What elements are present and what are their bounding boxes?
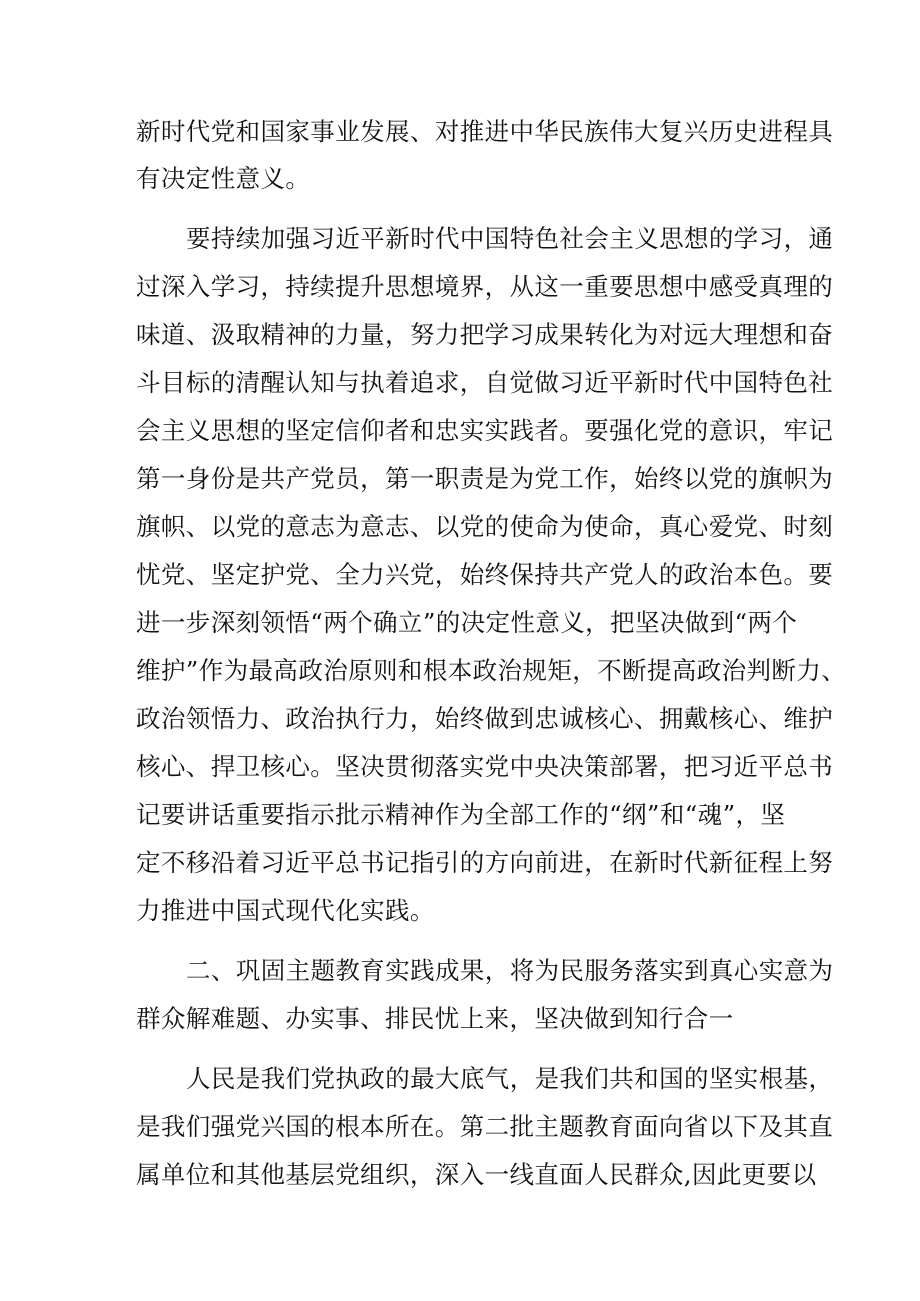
text-line: 记要讲话重要指示批示精神作为全部工作的“纲”和“魂”，坚 bbox=[136, 800, 786, 829]
text-line: 进一步深刻领悟“两个确立”的决定性意义，把坚决做到“两个 bbox=[136, 608, 798, 637]
section-heading-line: 二、巩固主题教育实践成果，将为民服务落实到真心实意为 bbox=[186, 956, 834, 985]
text-line: 味道、汲取精神的力量，努力把学习成果转化为对远大理想和奋 bbox=[136, 320, 834, 349]
text-line: 是我们强党兴国的根本所在。第二批主题教育面向省以下及其直 bbox=[136, 1112, 834, 1141]
text-line: 核心、捍卫核心。坚决贯彻落实党中央决策部署，把习近平总书 bbox=[136, 752, 834, 781]
text-line: 要持续加强习近平新时代中国特色社会主义思想的学习，通 bbox=[186, 224, 834, 253]
text-line: 会主义思想的坚定信仰者和忠实实践者。要强化党的意识，牢记 bbox=[136, 416, 834, 445]
text-line: 属单位和其他基层党组织，深入一线直面人民群众,因此更要以 bbox=[136, 1160, 817, 1189]
text-line: 旗帜、以党的意志为意志、以党的使命为使命，真心爱党、时刻 bbox=[136, 512, 834, 541]
text-line: 力推进中国式现代化实践。 bbox=[136, 896, 435, 925]
text-line: 过深入学习，持续提升思想境界，从这一重要思想中感受真理的 bbox=[136, 272, 834, 301]
text-line: 斗目标的清醒认知与执着追求，自觉做习近平新时代中国特色社 bbox=[136, 368, 834, 397]
text-line: 新时代党和国家事业发展、对推进中华民族伟大复兴历史进程具 bbox=[136, 117, 834, 146]
text-line: 人民是我们党执政的最大底气，是我们共和国的坚实根基， bbox=[186, 1064, 834, 1093]
text-line: 定不移沿着习近平总书记指引的方向前进，在新时代新征程上努 bbox=[136, 848, 834, 877]
text-line: 维护”作为最高政治原则和根本政治规矩，不断提高政治判断力、 bbox=[136, 656, 847, 685]
text-line: 忧党、坚定护党、全力兴党，始终保持共产党人的政治本色。要 bbox=[136, 560, 834, 589]
text-line: 政治领悟力、政治执行力，始终做到忠诚核心、拥戴核心、维护 bbox=[136, 704, 834, 733]
text-line: 有决定性意义。 bbox=[136, 164, 311, 193]
section-heading-line: 群众解难题、办实事、排民忧上来，坚决做到知行合一 bbox=[136, 1004, 734, 1033]
text-line: 第一身份是共产党员，第一职责是为党工作，始终以党的旗帜为 bbox=[136, 464, 834, 493]
